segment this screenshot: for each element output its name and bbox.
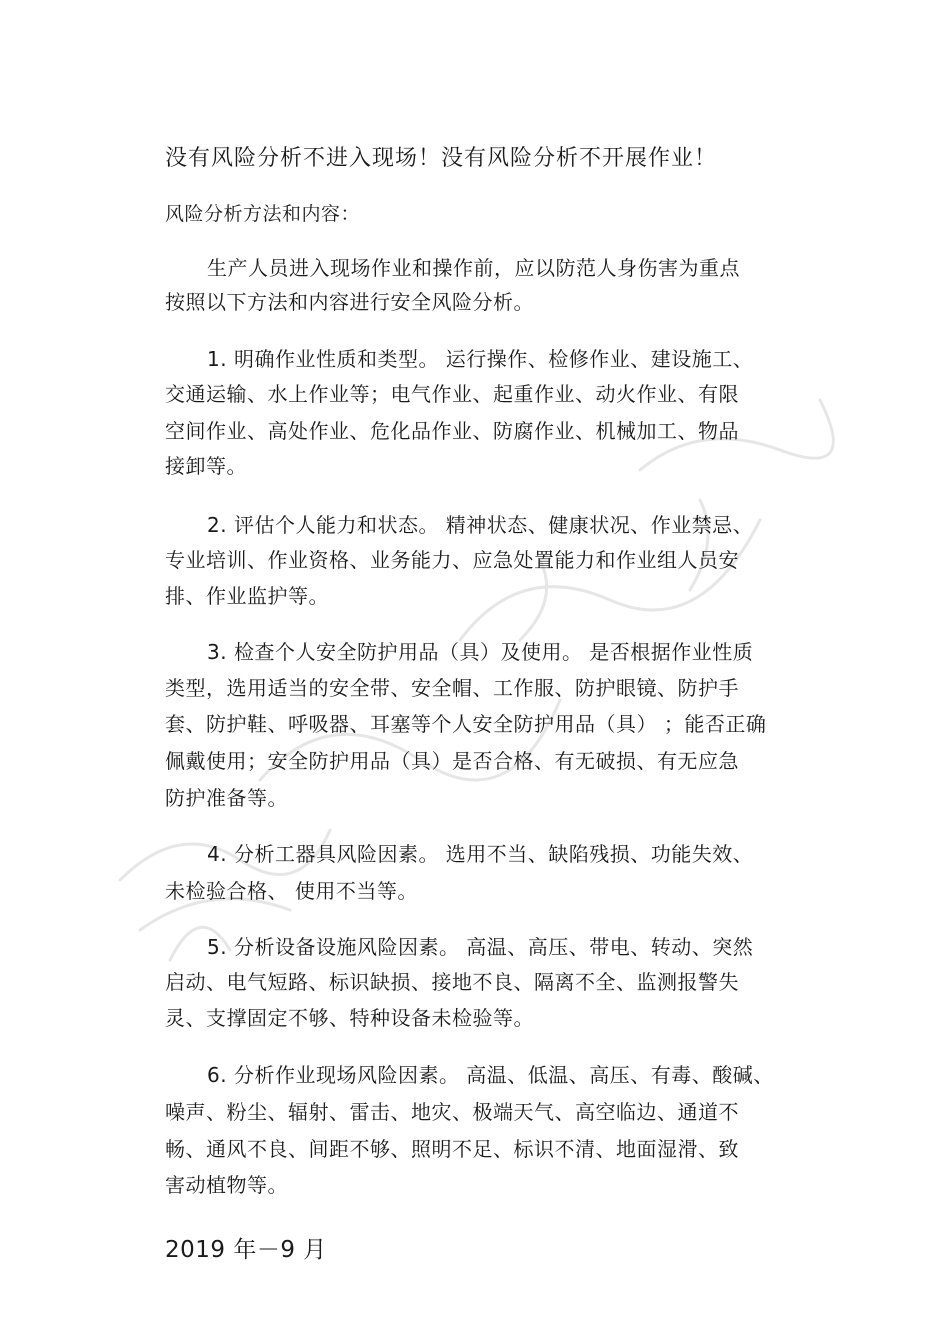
- intro-line: 按照以下方法和内容进行安全风险分析。: [165, 290, 534, 314]
- item-line: 噪声、粉尘、辐射、雷击、地灾、极端天气、高空临边、通道不: [165, 1100, 739, 1124]
- item-line: 排、作业监护等。: [165, 584, 329, 608]
- item-line: 畅、通风不良、间距不够、照明不足、标识不清、地面湿滑、致: [165, 1137, 739, 1161]
- item-line: 防护准备等。: [165, 786, 288, 810]
- item-line: 5. 分析设备设施风险因素。 高温、高压、带电、转动、突然: [207, 935, 754, 959]
- item-line: 4. 分析工器具风险因素。 选用不当、缺陷残损、功能失效、: [207, 842, 754, 866]
- item-line: 6. 分析作业现场风险因素。 高温、低温、高压、有毒、酸碱、: [207, 1063, 774, 1087]
- item-line: 1. 明确作业性质和类型。 运行操作、检修作业、建设施工、: [207, 347, 754, 371]
- item-line: 启动、电气短路、标识缺损、接地不良、隔离不全、监测报警失: [165, 970, 739, 994]
- item-line: 2. 评估个人能力和状态。 精神状态、健康状况、作业禁忌、: [207, 513, 754, 537]
- item-line: 佩戴使用；安全防护用品（具）是否合格、有无破损、有无应急: [165, 749, 739, 773]
- section-heading: 风险分析方法和内容：: [165, 203, 361, 225]
- item-line: 未检验合格、 使用不当等。: [165, 879, 418, 903]
- item-line: 接卸等。: [165, 454, 247, 478]
- item-line: 3. 检查个人安全防护用品（具）及使用。 是否根据作业性质: [207, 640, 754, 664]
- item-line: 专业培训、作业资格、业务能力、应急处置能力和作业组人员安: [165, 548, 739, 572]
- item-line: 害动植物等。: [165, 1173, 288, 1197]
- item-line: 套、防护鞋、呼吸器、耳塞等个人安全防护用品（具） ；能否正确: [165, 712, 767, 736]
- document-date: 2019 年－9 月: [165, 1237, 327, 1263]
- item-line: 类型，选用适当的安全带、安全帽、工作服、防护眼镜、防护手: [165, 676, 739, 700]
- item-line: 空间作业、高处作业、危化品作业、防腐作业、机械加工、物品: [165, 419, 739, 443]
- intro-line: 生产人员进入现场作业和操作前，应以防范人身伤害为重点: [207, 256, 740, 280]
- item-line: 灵、支撑固定不够、特种设备未检验等。: [165, 1006, 534, 1030]
- item-line: 交通运输、水上作业等；电气作业、起重作业、动火作业、有限: [165, 382, 739, 406]
- page-title: 没有风险分析不进入现场！没有风险分析不开展作业！: [165, 146, 718, 171]
